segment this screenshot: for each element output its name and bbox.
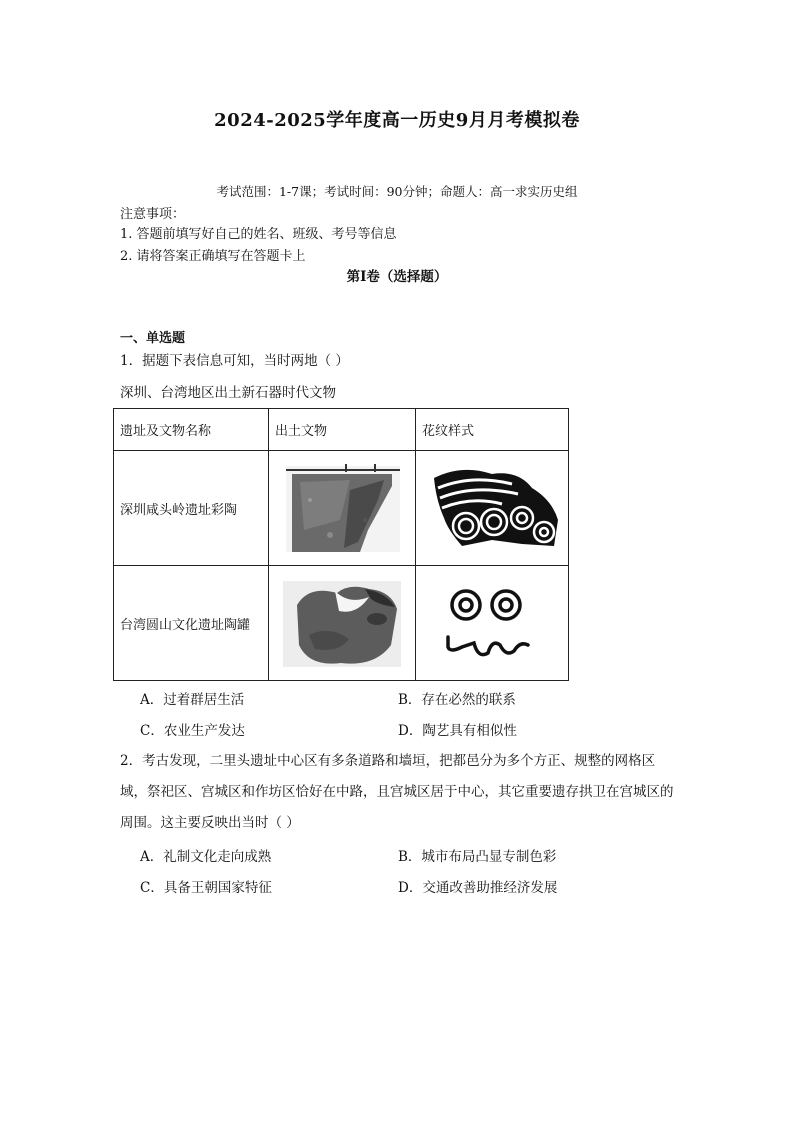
exam-title: 2024-2025学年度高一历史9月月考模拟卷: [214, 110, 580, 131]
table-header-cell: 出土文物: [269, 409, 416, 451]
question-1-stem: 1．据题下表信息可知，当时两地（ ）: [120, 353, 349, 369]
painted-pottery-photo: [280, 460, 404, 556]
exam-meta-line: 考试范围：1-7课；考试时间：90分钟；命题人：高一求实历史组: [216, 184, 578, 199]
question-2-stem: 2．考古发现，二里头遗址中心区有多条道路和墙垣，把都邑分为多个方正、规整的网格区域，祭祀区、宫城区和作坊区恰好在中路，且宫城区居于中心，其它重要遗存拱卫在宫城区的周围。这主要反映出当时（ ）: [120, 753, 674, 831]
artifact-name-cell: 台湾圆山文化遗址陶罐: [114, 566, 269, 681]
volume-title: 第Ⅰ卷（选择题）: [346, 269, 448, 285]
notes-heading: 注意事项：: [120, 207, 186, 222]
pottery-jar-photo: [279, 575, 405, 671]
artifact-photo-cell: [269, 451, 416, 566]
table-header-cell: 花纹样式: [416, 409, 569, 451]
section-title: 一、单选题: [120, 331, 186, 346]
artifact-name-cell: 深圳咸头岭遗址彩陶: [114, 451, 269, 566]
q1-option-c[interactable]: C．农业生产发达: [140, 723, 245, 739]
circles-wave-pattern: [422, 575, 562, 671]
artifacts-table: [113, 408, 569, 681]
concentric-circle-pattern: [422, 460, 562, 556]
q2-option-a[interactable]: A．礼制文化走向成熟: [140, 849, 272, 865]
q1-option-d[interactable]: D．陶艺具有相似性: [398, 723, 517, 739]
q2-option-b[interactable]: B．城市布局凸显专制色彩: [398, 849, 557, 865]
note-item-1: 1. 答题前填写好自己的姓名、班级、考号等信息: [120, 227, 397, 242]
table-row: [114, 451, 569, 566]
table-row: [114, 566, 569, 681]
q1-option-a[interactable]: A．过着群居生活: [140, 692, 245, 708]
table-header-cell: 遗址及文物名称: [114, 409, 269, 451]
question-1-table-caption: 深圳、台湾地区出土新石器时代文物: [120, 385, 336, 401]
q1-option-b[interactable]: B．存在必然的联系: [398, 692, 516, 708]
table-header-row: [114, 409, 569, 451]
note-item-2: 2. 请将答案正确填写在答题卡上: [120, 249, 306, 264]
artifact-photo-cell: [269, 566, 416, 681]
pattern-cell: [416, 451, 569, 566]
pattern-cell: [416, 566, 569, 681]
q2-option-d[interactable]: D．交通改善助推经济发展: [398, 880, 558, 896]
q2-option-c[interactable]: C．具备王朝国家特征: [140, 880, 272, 896]
